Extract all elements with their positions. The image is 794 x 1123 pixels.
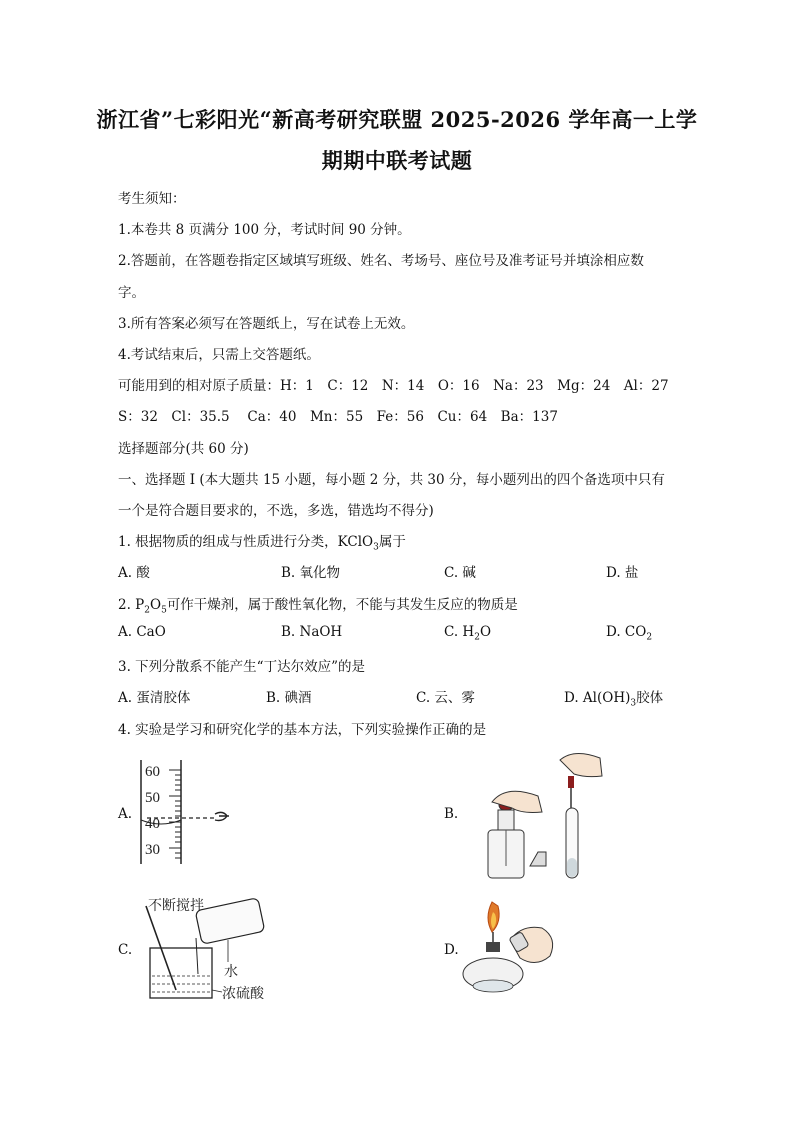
question-3-stem: 3. 下列分散系不能产生“丁达尔效应”的是	[118, 659, 365, 675]
notice-item-3: 3.所有答案必须写在答题纸上，写在试卷上无效。	[118, 316, 415, 332]
q2-option-d: D. $CO_2$	[606, 624, 653, 643]
section-instructions-1: 一、选择题 I (本大题共 15 小题，每小题 2 分，共 30 分，每小题列出的四个备选项中只有	[118, 472, 665, 488]
atomic-masses-line2: S：32 Cl：35.5 Ca：40 Mn：55 Fe：56 Cu：64 Ba：137	[118, 409, 558, 425]
figure-c-stir-label: 不断搅拌	[148, 899, 204, 914]
cylinder-tick-30: 30	[145, 842, 160, 858]
question-1-stem: 1. 根据物质的组成与性质进行分类，KClO$_3$属于	[118, 534, 406, 553]
figure-c-label: C.	[118, 942, 133, 958]
notice-item-1: 1.本卷共 8 页满分 100 分，考试时间 90 分钟。	[118, 222, 411, 238]
q2-option-b: B. NaOH	[281, 624, 343, 640]
cylinder-tick-50: 50	[145, 790, 160, 806]
figure-c-acid-label: 浓硫酸	[222, 987, 264, 1002]
cylinder-tick-40: 40	[145, 816, 160, 832]
q1-option-d: D. 盐	[606, 565, 639, 581]
q2-option-a: A. CaO	[118, 624, 166, 640]
notice-heading: 考生须知：	[118, 191, 186, 207]
dropper-test-tube-figure	[482, 748, 622, 883]
notice-item-4: 4.考试结束后，只需上交答题纸。	[118, 347, 320, 363]
section-instructions-2: 一个是符合题目要求的，不选，多选，错选均不得分)	[118, 503, 434, 519]
q3-option-c: C. 云、雾	[416, 690, 475, 706]
q3-option-a: A. 蛋清胶体	[118, 690, 191, 706]
notice-item-2-cont: 字。	[118, 285, 145, 301]
question-4-stem: 4. 实验是学习和研究化学的基本方法，下列实验操作正确的是	[118, 722, 487, 738]
q3-option-d: D. $Al(OH)_3$胶体	[564, 690, 664, 709]
exam-title-line2: 期期中联考试题	[321, 148, 473, 173]
figure-a-label: A.	[118, 806, 133, 822]
notice-item-2: 2.答题前，在答题卷指定区域填写班级、姓名、考场号、座位号及准考证号并填涂相应数	[118, 253, 644, 269]
alcohol-lamp-figure	[462, 898, 562, 1000]
graduated-cylinder-figure	[135, 758, 245, 868]
q2-option-c: C. $H_2O$	[444, 624, 492, 643]
exam-title-line1: 浙江省”七彩阳光“新高考研究联盟 2025-2026 学年高一上学	[96, 107, 698, 132]
q3-option-b: B. 碘酒	[266, 690, 312, 706]
question-2-stem: 2. $P_2O_5$可作干燥剂，属于酸性氧化物，不能与其发生反应的物质是	[118, 597, 518, 616]
acid-dilution-figure	[136, 892, 276, 1008]
q1-option-a: A. 酸	[118, 565, 150, 581]
figure-c-water-label: 水	[224, 965, 238, 980]
atomic-masses-line1: 可能用到的相对原子质量：H：1 C：12 N：14 O：16 Na：23 Mg：24 Al：27	[118, 378, 669, 394]
cylinder-tick-60: 60	[145, 764, 160, 780]
figure-d-label: D.	[444, 942, 459, 958]
q1-option-b: B. 氧化物	[281, 565, 341, 581]
section-part-heading: 选择题部分(共 60 分)	[118, 441, 249, 457]
q1-option-c: C. 碱	[444, 565, 476, 581]
figure-b-label: B.	[444, 806, 459, 822]
